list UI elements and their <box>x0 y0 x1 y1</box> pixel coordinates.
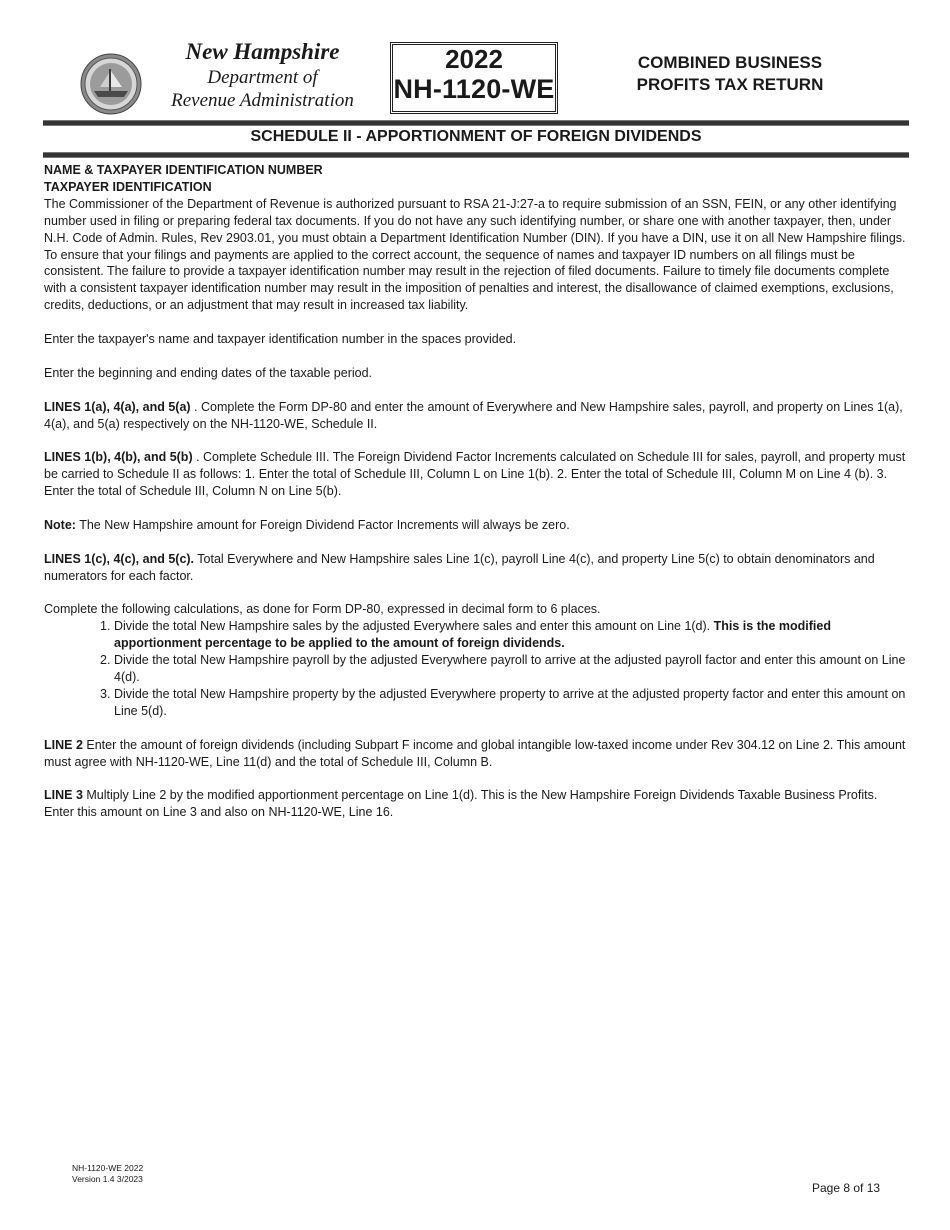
list-text: Divide the total New Hampshire payroll by the adjusted Everywhere payroll to arrive at the adjusted payroll factor and enter this amount on Line 4(d). <box>114 653 906 685</box>
list-text: Divide the total New Hampshire property by the adjusted Everywhere property to arrive at the adjusted property factor and enter this amount on Line 5(d). <box>114 686 906 718</box>
section-heading-taxpayer-id: TAXPAYER IDENTIFICATION <box>44 179 212 194</box>
line-2-label: LINE 2 <box>44 737 83 752</box>
state-seal <box>80 53 142 115</box>
list-item <box>44 652 910 686</box>
dates-instruction: Enter the beginning and ending dates of the taxable period. <box>44 365 373 380</box>
list-text: Divide the total New Hampshire sales by the adjusted Everywhere sales and enter this amount on Line 1(d). <box>114 619 714 634</box>
department-line-1: Department of <box>207 67 318 88</box>
lines-1c-label: LINES 1(c), 4(c), and 5(c). <box>44 551 195 566</box>
form-id-box <box>390 42 558 114</box>
lines-1a-label: LINES 1(a), 4(a), and 5(a) <box>44 399 191 414</box>
lines-1b-text: . Complete Schedule III. The Foreign Dividend Factor Increments calculated on Schedule III for sales, payroll, and property must be carried to Schedule II as follows: 1. Enter the total of Schedule III, Column L on Line 1(b). 2. Enter the total of Schedule III, Column M on Line 4 (b). 3. Enter the total of Schedule III, Column N on Line 5(b). <box>44 450 906 499</box>
lines-1c-text: Total Everywhere and New Hampshire sales Line 1(c), payroll Line 4(c), and property Line 5(c) to obtain denominators and numerators for each factor. <box>44 551 875 583</box>
lines-1b-label: LINES 1(b), 4(b), and 5(b) <box>44 450 193 465</box>
lines-1b-4b-5b-instruction <box>44 449 910 500</box>
department-line-2: Revenue Administration <box>171 90 354 111</box>
line-2-instruction <box>44 737 910 771</box>
page-number: Page 8 of 13 <box>812 1181 881 1195</box>
lines-1a-text: . Complete the Form DP-80 and enter the amount of Everywhere and New Hampshire sales, payroll, and property on Lines 1(a), 4(a), and 5(a) respectively on the NH-1120-WE, Schedule II. <box>44 399 903 431</box>
list-number: 2. <box>100 653 111 668</box>
line-3-label: LINE 3 <box>44 788 83 803</box>
schedule-title: SCHEDULE II - APPORTIONMENT OF FOREIGN DIVIDENDS <box>250 128 702 145</box>
list-item <box>44 618 910 652</box>
list-item <box>44 686 910 720</box>
return-title-line-2: PROFITS TAX RETURN <box>636 75 824 94</box>
list-number: 3. <box>100 686 111 701</box>
form-number: NH-1120-WE <box>393 74 555 104</box>
section-heading-name-tin: NAME & TAXPAYER IDENTIFICATION NUMBER <box>44 163 323 177</box>
calculations-list <box>44 618 910 719</box>
header-divider-top <box>43 120 909 126</box>
footer-version: Version 1.4 3/2023 <box>72 1174 143 1184</box>
name-instruction: Enter the taxpayer's name and taxpayer identification number in the spaces provided. <box>44 332 517 347</box>
header-divider-bottom <box>43 152 909 158</box>
agency-name <box>150 38 375 112</box>
note-label: Note: <box>44 517 76 532</box>
list-text-bold: This is the modified apportionment percentage to be applied to the amount of foreign dividends. <box>114 619 831 651</box>
note-paragraph <box>44 517 910 534</box>
line-3-text: Multiply Line 2 by the modified apportionment percentage on Line 1(d). This is the New Hampshire Foreign Dividends Taxable Business Profits. Enter this amount on Line 3 and also on NH-1120-WE, Line 16. <box>44 788 878 820</box>
line-3-instruction <box>44 787 910 821</box>
state-name: New Hampshire <box>185 39 340 64</box>
footer-form-year: NH-1120-WE 2022 <box>72 1163 144 1173</box>
footer-version-block <box>72 1163 143 1185</box>
calculations-intro: Complete the following calculations, as done for Form DP-80, expressed in decimal form to 6 places. <box>44 602 601 617</box>
list-number: 1. <box>100 619 111 634</box>
lines-1a-4a-5a-instruction <box>44 399 910 433</box>
return-title-line-1: COMBINED BUSINESS <box>637 53 823 72</box>
form-year: 2022 <box>445 44 503 74</box>
return-title <box>600 52 860 96</box>
taxpayer-id-paragraph: The Commissioner of the Department of Revenue is authorized pursuant to RSA 21-J:27-a to require submission of an SSN, FEIN, or any other identifying number used in filing or preparing federal tax documents. If you do not have any such identifying number, or share one with another taxpayer, then, under N.H. Code of Admin. Rules, Rev 2903.01, you must obtain a Department Identification Number (DIN). If you have a DIN, use it on all New Hampshire filings. To ensure that your filings and payments are applied to the correct account, the sequence of names and taxpayer ID numbers on all filings must be consistent. The failure to provide a taxpayer identification number may result in the rejection of filed documents. Failure to timely file documents complete with a consistent taxpayer identification number may result in the imposition of penalties and interest, the disallowance of claimed exemptions, exclusions, credits, deductions, or an adjustment that may result in increased tax liability. <box>44 196 906 313</box>
note-text: The New Hampshire amount for Foreign Dividend Factor Increments will always be zero. <box>75 517 570 532</box>
instructions-body <box>44 162 910 838</box>
line-2-text: Enter the amount of foreign dividends (including Subpart F income and global intangible low-taxed income under Rev 304.12 on Line 2. This amount must agree with NH-1120-WE, Line 11(d) and the total of Schedule III, Column B. <box>44 737 906 769</box>
lines-1c-4c-5c-instruction <box>44 551 910 585</box>
